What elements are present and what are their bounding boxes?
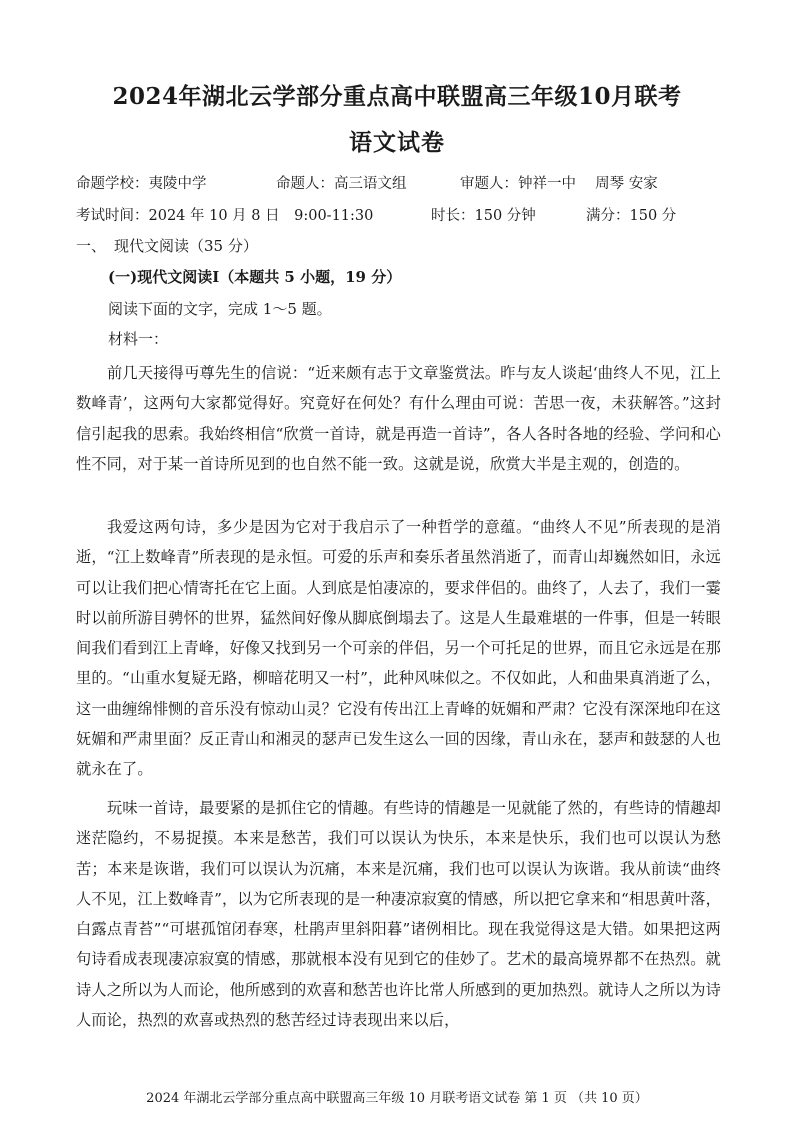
section-title: 现代文阅读（35 分） <box>114 237 258 255</box>
full-score: 满分：150 分 <box>586 208 677 224</box>
reviewer: 审题人：钟祥一中 周琴 安家 <box>460 176 658 192</box>
exam-time: 考试时间：2024 年 10 月 8 日 9:00-11:30 <box>76 208 374 224</box>
exam-duration: 时长：150 分钟 <box>431 208 536 224</box>
subsection-heading: (一)现代文阅读Ⅰ（本题共 5 小题，19 分） <box>108 268 402 286</box>
page-footer: 2024 年湖北云学部分重点高中联盟高三年级 10 月联考语文试卷 第 1 页 （共 10 页） <box>146 1091 648 1106</box>
section-heading <box>76 235 258 256</box>
exam-title: 2024年湖北云学部分重点高中联盟高三年级10月联考 <box>112 83 682 110</box>
section-number: 一、 <box>76 237 107 255</box>
paragraph-1: 前几天接得丏尊先生的信说：“近来颇有志于文章鉴赏法。昨与友人谈起‘曲终人不见，江上数峰青’，这两句大家都觉得好。究竟好在何处？有什么理由可说：苦思一夜，未获解答。”这封信引起我的思索。我始终相信“欣赏一首诗，就是再造一首诗”，各人各时各地的经验、学问和心性不同，对于某一首诗所见到的也自然不能一致。这就是说，欣赏大半是主观的，创造的。 <box>76 364 721 473</box>
question-setter: 命题人：高三语文组 <box>276 176 407 192</box>
setting-school: 命题学校：夷陵中学 <box>76 176 207 192</box>
paragraph-3: 玩味一首诗，最要紧的是抓住它的情趣。有些诗的情趣是一见就能了然的，有些诗的情趣却迷茫隐约，不易捉摸。本来是愁苦，我们可以误认为快乐，本来是快乐，我们也可以误认为愁苦；本来是诙谐，我们可以误认为沉痛，本来是沉痛，我们也可以误认为诙谐。我从前读“曲终人不见，江上数峰青”，以为它所表现的是一种凄凉寂寞的情感，所以把它拿来和“相思黄叶落，白露点青苔”“可堪孤馆闭春寒，杜鹃声里斜阳暮”诸例相比。现在我觉得这是大错。如果把这两句诗看成表现凄凉寂寞的情感，那就根本没有见到它的佳妙了。艺术的最高境界都不在热烈。就诗人之所以为人而论，他所感到的欢喜和愁苦也许比常人所感到的更加热烈。就诗人之所以为诗人而论，热烈的欢喜或热烈的愁苦经过诗表现出来以后， <box>76 799 721 1030</box>
exam-subtitle: 语文试卷 <box>349 129 445 156</box>
material-label: 材料一： <box>108 330 169 348</box>
reading-instruction: 阅读下面的文字，完成 1～5 题。 <box>108 300 332 318</box>
paragraph-2: 我爱这两句诗，多少是因为它对于我启示了一种哲学的意蕴。“曲终人不见”所表现的是消逝，“江上数峰青”所表现的是永恒。可爱的乐声和奏乐者虽然消逝了，而青山却巍然如旧，永远可以让我们把心情寄托在它上面。人到底是怕凄凉的，要求伴侣的。曲终了，人去了，我们一霎时以前所游目骋怀的世界，猛然间好像从脚底倒塌去了。这是人生最难堪的一件事，但是一转眼间我们看到江上青峰，好像又找到另一个可亲的伴侣，另一个可托足的世界，而且它永远是在那里的。“山重水复疑无路，柳暗花明又一村”，此种风味似之。不仅如此，人和曲果真消逝了么，这一曲缠绵悱恻的音乐没有惊动山灵？它没有传出江上青峰的妩媚和严肃？它没有深深地印在这妩媚和严肃里面？反正青山和湘灵的瑟声已发生这么一回的因缘，青山永在，瑟声和鼓瑟的人也就永在了。 <box>76 518 721 779</box>
